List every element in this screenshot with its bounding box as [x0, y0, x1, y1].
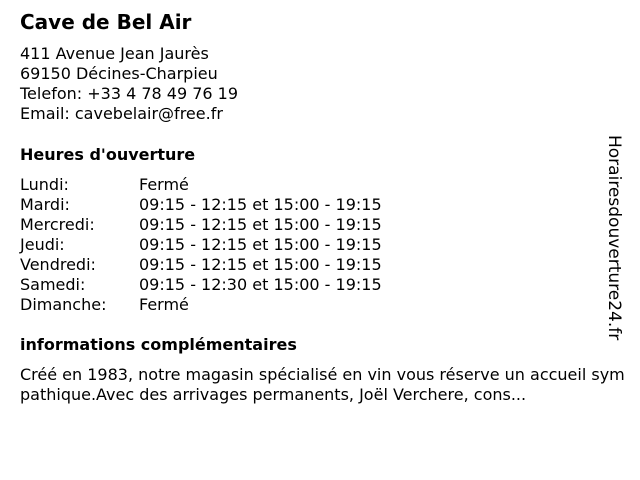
hours-day-label: Dimanche:: [20, 295, 107, 314]
contact-block: [20, 44, 630, 124]
business-name: Cave de Bel Air: [20, 10, 192, 34]
address-city: 69150 Décines-Charpieu: [20, 64, 218, 83]
address-street: 411 Avenue Jean Jaurès: [20, 44, 209, 63]
business-card: [20, 10, 630, 405]
hours-day-label: Vendredi:: [20, 255, 96, 274]
hours-row: [20, 275, 630, 295]
hours-day-label: Lundi:: [20, 175, 69, 194]
hours-day-label: Jeudi:: [20, 235, 65, 254]
hours-row: [20, 255, 630, 275]
hours-row: [20, 215, 630, 235]
hours-table: [20, 175, 630, 315]
hours-heading: Heures d'ouverture: [20, 145, 196, 164]
phone-line: Telefon: +33 4 78 49 76 19: [20, 84, 239, 103]
info-heading: informations complémentaires: [20, 335, 297, 354]
email-line: Email: cavebelair@free.fr: [20, 104, 223, 123]
hours-value: 09:15 - 12:15 et 15:00 - 19:15: [139, 215, 382, 234]
hours-value: Fermé: [139, 175, 189, 194]
info-text: Créé en 1983, notre magasin spécialisé en vin vous réserve un accueil sympathique.Avec des arrivages permanents, Joël Verchere, cons...: [20, 365, 625, 404]
hours-value: 09:15 - 12:15 et 15:00 - 19:15: [139, 235, 382, 254]
hours-value: Fermé: [139, 295, 189, 314]
hours-row: [20, 195, 630, 215]
hours-row: [20, 235, 630, 255]
hours-day-label: Mardi:: [20, 195, 70, 214]
hours-value: 09:15 - 12:15 et 15:00 - 19:15: [139, 255, 382, 274]
hours-value: 09:15 - 12:30 et 15:00 - 19:15: [139, 275, 382, 294]
hours-day-label: Mercredi:: [20, 215, 95, 234]
hours-row: [20, 175, 630, 195]
hours-row: [20, 295, 630, 315]
hours-day-label: Samedi:: [20, 275, 86, 294]
hours-value: 09:15 - 12:15 et 15:00 - 19:15: [139, 195, 382, 214]
site-watermark: Horairesdouverture24.fr: [604, 135, 624, 341]
